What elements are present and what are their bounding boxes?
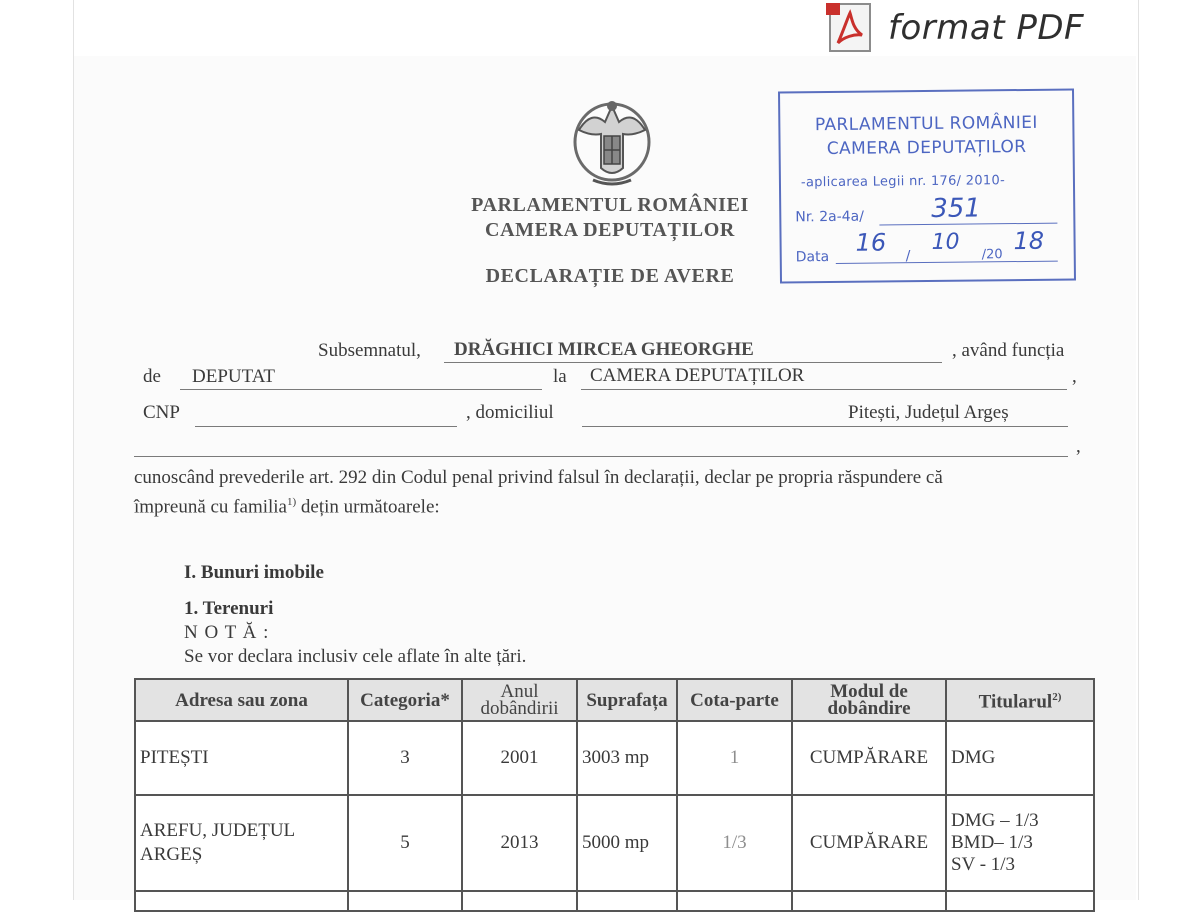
- table-row: [135, 795, 1094, 891]
- pdf-format-label: format PDF: [888, 8, 1085, 48]
- cell-categoria: 5: [348, 795, 462, 891]
- col-categoria-header: Categoria*: [348, 679, 462, 721]
- registration-stamp: PARLAMENTUL ROMÂNIEI CAMERA DEPUTAȚILOR -aplicarea Legii nr. 176/ 2010- Nr. 2a-4a/ 351 Data 16 / 10 /20 18: [778, 88, 1076, 283]
- stamp-line-chamber: CAMERA DEPUTAȚILOR: [826, 136, 1027, 160]
- cnp-label: CNP: [143, 402, 180, 423]
- institution-underline: [581, 389, 1067, 390]
- declarant-institution: CAMERA DEPUTAȚILOR: [590, 365, 805, 386]
- coat-of-arms-icon: [571, 96, 653, 188]
- table-header-row: [135, 679, 1094, 721]
- declarant-name: DRĂGHICI MIRCEA GHEORGHE: [454, 339, 754, 360]
- table-row: [135, 891, 1094, 911]
- statement-line-2: împreună cu familia$^{1)}$ dețin următoarele:: [134, 496, 440, 518]
- col-adresa-header: Adresa sau zona: [135, 679, 348, 721]
- la-label: la: [553, 366, 567, 387]
- stamp-date-day: 16: [855, 228, 887, 257]
- function-label: , având funcția: [952, 340, 1065, 361]
- declarant-function: DEPUTAT: [192, 366, 275, 387]
- cell-modul: CUMPĂRARE: [792, 795, 946, 891]
- stamp-date-year: 18: [1013, 226, 1045, 256]
- stamp-date-month: 10: [931, 229, 960, 255]
- col-cota-header: Cota-parte: [677, 679, 792, 721]
- header-chamber: CAMERA DEPUTAȚILOR: [485, 219, 735, 241]
- nota-text: Se vor declara inclusiv cele aflate în alte țări.: [184, 646, 527, 667]
- pdf-download-link[interactable]: [826, 2, 1084, 54]
- stamp-nr-label: Nr. 2a-4a/: [795, 208, 864, 226]
- section-title: I. Bunuri imobile: [184, 562, 324, 583]
- cell-titular: DMG: [946, 721, 1094, 795]
- header-parliament: PARLAMENTUL ROMÂNIEI: [471, 194, 749, 216]
- institution-comma: ,: [1072, 366, 1077, 387]
- statement-line-1: cunoscând prevederile art. 292 din Codul penal privind falsul în declarații, declar pe propria răspundere că: [134, 467, 943, 488]
- stamp-line-parliament: PARLAMENTUL ROMÂNIEI: [814, 112, 1038, 136]
- document-title: DECLARAȚIE DE AVERE: [485, 265, 735, 287]
- stamp-date-label: Data: [795, 249, 830, 266]
- col-modul-header: Modul de dobândire: [792, 679, 946, 721]
- de-label: de: [143, 366, 161, 387]
- subsection-title: 1. Terenuri: [184, 598, 274, 619]
- table-row: [135, 721, 1094, 795]
- cnp-underline: [195, 426, 457, 427]
- pdf-file-icon: [826, 3, 878, 53]
- cell-anul: 2001: [462, 721, 577, 795]
- subsemnatul-label: Subsemnatul,: [318, 340, 421, 361]
- cell-adresa: AREFU, JUDEȚUL ARGEȘ: [135, 795, 348, 891]
- domiciliu-label: , domiciliul: [466, 402, 554, 423]
- cell-modul: CUMPĂRARE: [792, 721, 946, 795]
- cell-categoria: 3: [348, 721, 462, 795]
- cell-cota: 1: [677, 721, 792, 795]
- stamp-nr-value: 351: [931, 193, 982, 224]
- stamp-line-law: -aplicarea Legii nr. 176/ 2010-: [800, 173, 1006, 191]
- cell-suprafata: 5000 mp: [577, 795, 677, 891]
- cell-anul: 2013: [462, 795, 577, 891]
- cell-titular: DMG – 1/3 BMD– 1/3 SV - 1/3: [946, 795, 1094, 891]
- nota-label: N O T Ă :: [184, 622, 270, 643]
- domiciliu-underline: [582, 426, 1068, 427]
- cell-adresa: PITEȘTI: [135, 721, 348, 795]
- col-anul-header: Anul dobândirii: [462, 679, 577, 721]
- cell-cota: 1/3: [677, 795, 792, 891]
- stamp-date-year-prefix: /20: [981, 247, 1003, 263]
- function-underline: [180, 389, 542, 390]
- name-underline: [444, 362, 942, 363]
- col-titular-header: Titularul$^{2)}$: [946, 679, 1094, 721]
- address-continuation-underline: [134, 456, 1068, 457]
- stamp-date-line: [836, 261, 1058, 264]
- col-suprafata-header: Suprafața: [577, 679, 677, 721]
- terenuri-table: [134, 678, 1095, 912]
- address-comma: ,: [1076, 436, 1081, 457]
- cell-suprafata: 3003 mp: [577, 721, 677, 795]
- declarant-domiciliu: Pitești, Județul Argeș: [848, 402, 1009, 423]
